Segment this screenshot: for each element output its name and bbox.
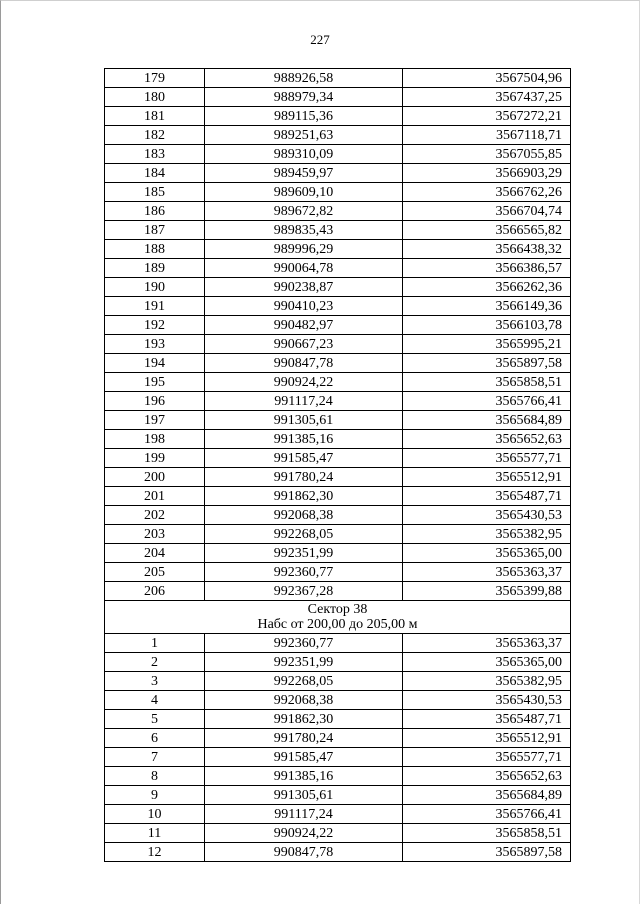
coord-x-cell: 990238,87	[205, 278, 403, 297]
coord-y-cell: 3565858,51	[403, 824, 571, 843]
coord-y-cell: 3566386,57	[403, 259, 571, 278]
point-number-cell: 204	[105, 544, 205, 563]
point-number-cell: 5	[105, 710, 205, 729]
coord-y-cell: 3565487,71	[403, 710, 571, 729]
table-row	[105, 392, 571, 411]
coord-y-cell: 3565363,37	[403, 634, 571, 653]
coord-x-cell: 992268,05	[205, 672, 403, 691]
point-number-cell: 196	[105, 392, 205, 411]
coord-x-cell: 990064,78	[205, 259, 403, 278]
coord-y-cell: 3567118,71	[403, 126, 571, 145]
table-row	[105, 430, 571, 449]
table-row	[105, 729, 571, 748]
point-number-cell: 11	[105, 824, 205, 843]
coord-y-cell: 3565897,58	[403, 354, 571, 373]
coord-x-cell: 991385,16	[205, 767, 403, 786]
section-subtitle: Набс от 200,00 до 205,00 м	[257, 617, 418, 632]
coord-y-cell: 3565577,71	[403, 748, 571, 767]
section-title: Сектор 38	[307, 602, 368, 617]
table-row	[105, 354, 571, 373]
table-row	[105, 88, 571, 107]
table-row	[105, 468, 571, 487]
coord-y-cell: 3565995,21	[403, 335, 571, 354]
point-number-cell: 1	[105, 634, 205, 653]
coord-x-cell: 989115,36	[205, 107, 403, 126]
coord-x-cell: 990847,78	[205, 843, 403, 862]
table-row	[105, 653, 571, 672]
table-row	[105, 786, 571, 805]
point-number-cell: 10	[105, 805, 205, 824]
coord-y-cell: 3565652,63	[403, 430, 571, 449]
coord-y-cell: 3566149,36	[403, 297, 571, 316]
coord-y-cell: 3566103,78	[403, 316, 571, 335]
point-number-cell: 203	[105, 525, 205, 544]
table-row	[105, 164, 571, 183]
coord-y-cell: 3567437,25	[403, 88, 571, 107]
table-row	[105, 563, 571, 582]
point-number-cell: 6	[105, 729, 205, 748]
coord-x-cell: 991585,47	[205, 748, 403, 767]
table-body-bottom	[105, 634, 571, 862]
table-row	[105, 748, 571, 767]
point-number-cell: 179	[105, 69, 205, 88]
table-row	[105, 145, 571, 164]
point-number-cell: 192	[105, 316, 205, 335]
coord-x-cell: 992360,77	[205, 634, 403, 653]
point-number-cell: 193	[105, 335, 205, 354]
coord-y-cell: 3565365,00	[403, 653, 571, 672]
coord-x-cell: 991385,16	[205, 430, 403, 449]
table-row	[105, 373, 571, 392]
point-number-cell: 182	[105, 126, 205, 145]
coord-y-cell: 3565365,00	[403, 544, 571, 563]
table-row	[105, 278, 571, 297]
point-number-cell: 2	[105, 653, 205, 672]
coord-y-cell: 3567272,21	[403, 107, 571, 126]
point-number-cell: 205	[105, 563, 205, 582]
coord-y-cell: 3565363,37	[403, 563, 571, 582]
page-number: 227	[310, 32, 330, 47]
coord-x-cell: 991780,24	[205, 468, 403, 487]
coord-y-cell: 3566762,26	[403, 183, 571, 202]
coord-y-cell: 3565577,71	[403, 449, 571, 468]
coord-y-cell: 3565382,95	[403, 672, 571, 691]
coordinates-table	[104, 68, 571, 862]
table-row	[105, 240, 571, 259]
coord-y-cell: 3565766,41	[403, 805, 571, 824]
point-number-cell: 9	[105, 786, 205, 805]
coord-x-cell: 990410,23	[205, 297, 403, 316]
coord-x-cell: 992268,05	[205, 525, 403, 544]
coord-x-cell: 989251,63	[205, 126, 403, 145]
table-row	[105, 634, 571, 653]
coord-y-cell: 3565512,91	[403, 729, 571, 748]
point-number-cell: 3	[105, 672, 205, 691]
coord-x-cell: 989310,09	[205, 145, 403, 164]
table-row	[105, 824, 571, 843]
table-row	[105, 843, 571, 862]
point-number-cell: 198	[105, 430, 205, 449]
coord-y-cell: 3566704,74	[403, 202, 571, 221]
table-row	[105, 672, 571, 691]
point-number-cell: 188	[105, 240, 205, 259]
coord-x-cell: 991117,24	[205, 805, 403, 824]
coord-x-cell: 992351,99	[205, 653, 403, 672]
coord-x-cell: 988979,34	[205, 88, 403, 107]
coord-x-cell: 989672,82	[205, 202, 403, 221]
table-row	[105, 525, 571, 544]
point-number-cell: 183	[105, 145, 205, 164]
table-row	[105, 259, 571, 278]
coord-y-cell: 3565652,63	[403, 767, 571, 786]
coord-x-cell: 989996,29	[205, 240, 403, 259]
table-row	[105, 183, 571, 202]
coord-x-cell: 991305,61	[205, 411, 403, 430]
point-number-cell: 190	[105, 278, 205, 297]
table-row	[105, 487, 571, 506]
table-row	[105, 221, 571, 240]
coord-x-cell: 992360,77	[205, 563, 403, 582]
coord-y-cell: 3565487,71	[403, 487, 571, 506]
coord-x-cell: 991780,24	[205, 729, 403, 748]
coord-y-cell: 3565766,41	[403, 392, 571, 411]
point-number-cell: 199	[105, 449, 205, 468]
coord-y-cell: 3565430,53	[403, 506, 571, 525]
coord-y-cell: 3565858,51	[403, 373, 571, 392]
table-row	[105, 506, 571, 525]
point-number-cell: 184	[105, 164, 205, 183]
coord-x-cell: 990847,78	[205, 354, 403, 373]
coord-x-cell: 989459,97	[205, 164, 403, 183]
section-header-row	[105, 601, 571, 634]
point-number-cell: 206	[105, 582, 205, 601]
table-row	[105, 126, 571, 145]
coord-x-cell: 989835,43	[205, 221, 403, 240]
point-number-cell: 202	[105, 506, 205, 525]
coord-y-cell: 3567055,85	[403, 145, 571, 164]
coord-x-cell: 990482,97	[205, 316, 403, 335]
table-row	[105, 316, 571, 335]
coord-y-cell: 3565512,91	[403, 468, 571, 487]
point-number-cell: 185	[105, 183, 205, 202]
table-row	[105, 710, 571, 729]
coord-x-cell: 991305,61	[205, 786, 403, 805]
coord-x-cell: 989609,10	[205, 183, 403, 202]
coord-x-cell: 992068,38	[205, 506, 403, 525]
coord-y-cell: 3566565,82	[403, 221, 571, 240]
point-number-cell: 195	[105, 373, 205, 392]
coord-x-cell: 991862,30	[205, 710, 403, 729]
coord-x-cell: 991585,47	[205, 449, 403, 468]
table-row	[105, 335, 571, 354]
coord-y-cell: 3567504,96	[403, 69, 571, 88]
coord-y-cell: 3565399,88	[403, 582, 571, 601]
coord-x-cell: 988926,58	[205, 69, 403, 88]
point-number-cell: 197	[105, 411, 205, 430]
table-row	[105, 767, 571, 786]
coord-y-cell: 3565897,58	[403, 843, 571, 862]
table-row	[105, 107, 571, 126]
section-header-cell	[105, 601, 571, 634]
point-number-cell: 200	[105, 468, 205, 487]
point-number-cell: 180	[105, 88, 205, 107]
point-number-cell: 194	[105, 354, 205, 373]
coord-y-cell: 3566262,36	[403, 278, 571, 297]
point-number-cell: 12	[105, 843, 205, 862]
point-number-cell: 4	[105, 691, 205, 710]
point-number-cell: 187	[105, 221, 205, 240]
coordinates-table-container	[104, 68, 570, 862]
coord-y-cell: 3566903,29	[403, 164, 571, 183]
coord-x-cell: 990924,22	[205, 824, 403, 843]
coord-x-cell: 992068,38	[205, 691, 403, 710]
section-header-body	[105, 601, 571, 634]
table-row	[105, 544, 571, 563]
point-number-cell: 191	[105, 297, 205, 316]
table-row	[105, 805, 571, 824]
coord-x-cell: 990667,23	[205, 335, 403, 354]
coord-x-cell: 991117,24	[205, 392, 403, 411]
table-row	[105, 297, 571, 316]
point-number-cell: 186	[105, 202, 205, 221]
coord-x-cell: 991862,30	[205, 487, 403, 506]
table-row	[105, 69, 571, 88]
table-body-top	[105, 69, 571, 601]
table-row	[105, 691, 571, 710]
coord-y-cell: 3565382,95	[403, 525, 571, 544]
coord-y-cell: 3566438,32	[403, 240, 571, 259]
point-number-cell: 181	[105, 107, 205, 126]
table-row	[105, 582, 571, 601]
coord-x-cell: 990924,22	[205, 373, 403, 392]
coord-y-cell: 3565684,89	[403, 411, 571, 430]
point-number-cell: 189	[105, 259, 205, 278]
point-number-cell: 8	[105, 767, 205, 786]
coord-y-cell: 3565684,89	[403, 786, 571, 805]
table-row	[105, 202, 571, 221]
coord-y-cell: 3565430,53	[403, 691, 571, 710]
table-row	[105, 411, 571, 430]
coord-x-cell: 992351,99	[205, 544, 403, 563]
coord-x-cell: 992367,28	[205, 582, 403, 601]
point-number-cell: 7	[105, 748, 205, 767]
table-row	[105, 449, 571, 468]
point-number-cell: 201	[105, 487, 205, 506]
